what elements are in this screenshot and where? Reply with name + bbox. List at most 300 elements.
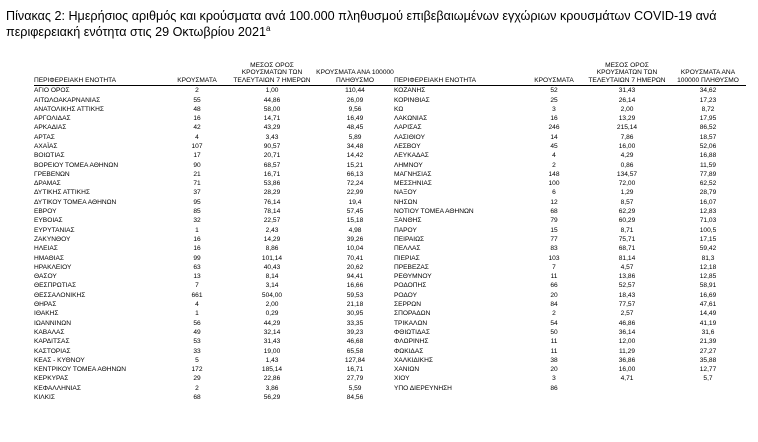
left-region-cell: ΔΥΤΙΚΟΥ ΤΟΜΕΑ ΑΘΗΝΩΝ <box>34 198 117 206</box>
table-row <box>34 235 746 244</box>
left-per100k-cell: 15,18 <box>346 217 364 225</box>
right-avg-cell: 2,00 <box>620 105 634 113</box>
header-per100k-left: ΚΡΟΥΣΜΑΤΑ ΑΝΑ 100000 ΠΛΗΘΥΣΜΟ <box>316 62 394 86</box>
right-per100k-cell: 12,77 <box>699 366 717 374</box>
left-avg-cell: 16,71 <box>263 170 281 178</box>
right-cases-cell: 86 <box>550 384 558 392</box>
right-cases-cell: 77 <box>550 235 558 243</box>
left-cases-cell: 7 <box>195 282 199 290</box>
left-region-cell: ΚΑΒΑΛΑΣ <box>34 328 65 336</box>
right-cases-cell: 16 <box>550 115 558 123</box>
right-avg-cell: 75,71 <box>618 235 636 243</box>
right-per100k-cell: 17,15 <box>699 235 717 243</box>
right-cases-cell: 6 <box>552 189 556 197</box>
left-region-cell: ΕΒΡΟΥ <box>34 208 57 216</box>
right-region-cell: ΣΕΡΡΩΝ <box>394 301 421 309</box>
left-avg-cell: 90,57 <box>263 143 281 150</box>
left-cases-cell: 4 <box>195 301 199 309</box>
right-cases-cell: 11 <box>550 273 558 281</box>
left-region-cell: ΗΜΑΘΙΑΣ <box>34 254 64 262</box>
right-region-cell: ΠΕΛΛΑΣ <box>394 245 421 253</box>
left-per100k-cell: 33,35 <box>346 319 364 327</box>
left-region-cell: ΘΑΣΟΥ <box>34 273 57 281</box>
left-region-cell: ΔΡΑΜΑΣ <box>34 180 61 188</box>
left-region-cell: ΗΡΑΚΛΕΙΟΥ <box>34 263 72 271</box>
right-per100k-cell: 16,07 <box>699 198 717 206</box>
right-avg-cell: 8,57 <box>620 198 634 206</box>
right-per100k-cell: 12,85 <box>699 273 717 281</box>
right-region-cell: ΤΡΙΚΑΛΩΝ <box>394 319 428 327</box>
left-avg-cell: 19,00 <box>263 347 281 355</box>
right-region-cell: ΝΗΣΩΝ <box>394 198 418 206</box>
left-cases-cell: 99 <box>193 254 201 262</box>
right-avg-cell: 215,14 <box>616 124 638 132</box>
table-row <box>34 170 746 179</box>
table-body <box>34 86 746 403</box>
right-cases-cell: 83 <box>550 245 558 253</box>
right-per100k-cell: 62,52 <box>699 180 717 188</box>
right-cases-cell: 52 <box>550 87 558 95</box>
left-avg-cell: 14,71 <box>263 115 281 123</box>
table-caption <box>6 8 750 40</box>
table-row <box>34 244 746 253</box>
right-region-cell: ΧΙΟΥ <box>394 375 410 383</box>
table-row <box>34 207 746 216</box>
left-region-cell: ΓΡΕΒΕΝΩΝ <box>34 170 70 178</box>
left-cases-cell: 85 <box>193 208 201 216</box>
left-per100k-cell: 20,62 <box>346 263 364 271</box>
right-region-cell: ΚΩ <box>394 105 404 113</box>
left-cases-cell: 53 <box>193 338 201 346</box>
table-row <box>34 272 746 281</box>
table-row <box>34 384 746 393</box>
left-avg-cell: 0,29 <box>265 310 279 318</box>
right-cases-cell: 54 <box>550 319 558 327</box>
right-region-cell: ΝΑΞΟΥ <box>394 189 417 197</box>
left-avg-cell: 76,14 <box>263 198 281 206</box>
right-region-cell: ΝΟΤΙΟΥ ΤΟΜΕΑ ΑΘΗΝΩΝ <box>394 208 474 216</box>
left-region-cell: ΚΙΛΚΙΣ <box>34 394 55 402</box>
right-cases-cell: 14 <box>550 133 558 141</box>
left-avg-cell: 2,43 <box>265 226 279 234</box>
left-per100k-cell: 4,98 <box>348 226 362 234</box>
left-per100k-cell: 22,99 <box>346 189 364 197</box>
table-row <box>34 263 746 272</box>
left-cases-cell: 21 <box>193 170 201 178</box>
left-per100k-cell: 15,21 <box>346 161 364 169</box>
right-avg-cell: 13,29 <box>618 115 636 123</box>
left-per100k-cell: 14,42 <box>346 152 364 160</box>
left-cases-cell: 16 <box>193 245 201 253</box>
left-region-cell: ΔΥΤΙΚΗΣ ΑΤΤΙΚΗΣ <box>34 189 90 197</box>
left-region-cell: ΚΑΣΤΟΡΙΑΣ <box>34 347 71 355</box>
right-per100k-cell: 12,18 <box>699 263 717 271</box>
table-row <box>34 309 746 318</box>
left-cases-cell: 56 <box>193 319 201 327</box>
right-avg-cell: 60,29 <box>618 217 636 225</box>
left-avg-cell: 504,00 <box>261 291 283 299</box>
left-avg-cell: 56,29 <box>263 394 281 402</box>
header-avg-left: ΜΕΣΟΣ ΟΡΟΣ ΚΡΟΥΣΜΑΤΩΝ ΤΩΝ ΤΕΛΕΥΤΑΙΩΝ 7 ΗΜΕΡΩΝ <box>228 62 316 86</box>
caption-footnote-mark: a <box>265 23 271 33</box>
left-per100k-cell: 46,68 <box>346 338 364 346</box>
right-per100k-cell: 21,39 <box>699 338 717 346</box>
left-per100k-cell: 30,95 <box>346 310 364 318</box>
right-region-cell: ΦΛΩΡΙΝΗΣ <box>394 338 429 346</box>
left-cases-cell: 48 <box>193 105 201 113</box>
right-avg-cell: 72,00 <box>618 180 636 188</box>
right-avg-cell: 4,57 <box>620 263 634 271</box>
right-avg-cell: 77,57 <box>618 301 636 309</box>
left-per100k-cell: 110,44 <box>345 87 365 95</box>
right-avg-cell: 8,71 <box>620 226 634 234</box>
left-region-cell: ΙΩΑΝΝΙΝΩΝ <box>34 319 71 327</box>
left-per100k-cell: 65,58 <box>346 347 364 355</box>
left-per100k-cell: 5,89 <box>348 133 362 141</box>
left-cases-cell: 49 <box>193 328 201 336</box>
right-per100k-cell: 8,72 <box>701 105 715 113</box>
right-avg-cell: 12,00 <box>618 338 636 346</box>
right-region-cell: ΠΙΕΡΙΑΣ <box>394 254 420 262</box>
left-per100k-cell: 84,56 <box>346 394 364 402</box>
right-region-cell: ΣΠΟΡΑΔΩΝ <box>394 310 431 318</box>
left-avg-cell: 8,86 <box>265 245 279 253</box>
right-per100k-cell: 71,03 <box>699 217 717 225</box>
table-row <box>34 281 746 290</box>
table-row <box>34 188 746 197</box>
table-row <box>34 347 746 356</box>
right-avg-cell: 16,00 <box>618 143 636 150</box>
covid-cases-table <box>34 62 746 402</box>
right-per100k-cell: 16,88 <box>699 152 717 160</box>
right-cases-cell: 3 <box>552 375 556 383</box>
left-region-cell: ΘΗΡΑΣ <box>34 301 57 309</box>
left-region-cell: ΑΧΑΪΑΣ <box>34 143 58 150</box>
table-row <box>34 161 746 170</box>
left-avg-cell: 1,00 <box>265 87 279 95</box>
right-region-cell: ΞΑΝΘΗΣ <box>394 217 422 225</box>
left-per100k-cell: 70,41 <box>346 254 364 262</box>
left-per100k-cell: 72,24 <box>346 180 364 188</box>
left-cases-cell: 90 <box>193 161 201 169</box>
table-row <box>34 123 746 132</box>
right-cases-cell: 84 <box>550 301 558 309</box>
left-per100k-cell: 16,49 <box>346 115 364 123</box>
left-per100k-cell: 9,56 <box>348 105 362 113</box>
table-row <box>34 86 746 96</box>
left-region-cell: ΕΥΡΥΤΑΝΙΑΣ <box>34 226 75 234</box>
left-avg-cell: 14,29 <box>263 235 281 243</box>
left-avg-cell: 78,14 <box>263 208 281 216</box>
left-per100k-cell: 19,4 <box>348 198 362 206</box>
right-cases-cell <box>524 393 584 402</box>
right-avg-cell: 31,43 <box>618 87 636 95</box>
left-cases-cell: 55 <box>193 96 201 104</box>
right-avg-cell: 68,71 <box>618 245 636 253</box>
left-cases-cell: 172 <box>191 366 203 374</box>
table-row <box>34 216 746 225</box>
left-region-cell: ΚΕΡΚΥΡΑΣ <box>34 375 69 383</box>
left-per100k-cell: 34,48 <box>346 143 364 150</box>
right-region-cell <box>394 393 524 402</box>
right-per100k-cell: 18,57 <box>699 133 717 141</box>
right-cases-cell: 12 <box>550 198 558 206</box>
left-region-cell: ΑΙΤΩΛΟΑΚΑΡΝΑΝΙΑΣ <box>34 96 101 104</box>
right-per100k-cell: 35,88 <box>699 356 717 364</box>
left-region-cell: ΑΡΚΑΔΙΑΣ <box>34 124 67 132</box>
right-region-cell: ΡΕΘΥΜΝΟΥ <box>394 273 432 281</box>
right-region-cell: ΧΑΝΙΩΝ <box>394 366 420 374</box>
right-cases-cell: 4 <box>552 152 556 160</box>
left-avg-cell: 3,14 <box>265 282 279 290</box>
right-cases-cell: 20 <box>550 366 558 374</box>
left-avg-cell: 2,00 <box>265 301 279 309</box>
header-per100k-right: ΚΡΟΥΣΜΑΤΑ ΑΝΑ 100000 ΠΛΗΘΥΣΜΟ <box>670 62 746 86</box>
right-per100k-cell: 34,62 <box>699 87 717 95</box>
right-region-cell: ΚΟΡΙΝΘΙΑΣ <box>394 96 430 104</box>
right-per100k-cell: 14,49 <box>699 310 717 318</box>
right-cases-cell: 2 <box>552 161 556 169</box>
left-per100k-cell: 16,71 <box>346 366 364 374</box>
right-avg-cell: 16,00 <box>618 366 636 374</box>
right-region-cell: ΧΑΛΚΙΔΙΚΗΣ <box>394 356 433 364</box>
table-row <box>34 337 746 346</box>
right-cases-cell: 3 <box>552 105 556 113</box>
left-avg-cell: 43,29 <box>263 124 281 132</box>
left-cases-cell: 63 <box>193 263 201 271</box>
left-region-cell: ΖΑΚΥΝΘΟΥ <box>34 235 71 243</box>
header-cases-left: ΚΡΟΥΣΜΑΤΑ <box>166 62 228 86</box>
left-avg-cell: 68,57 <box>263 161 281 169</box>
left-region-cell: ΘΕΣΣΑΛΟΝΙΚΗΣ <box>34 291 86 299</box>
table-row <box>34 142 746 151</box>
left-avg-cell: 3,86 <box>265 384 279 392</box>
left-cases-cell: 107 <box>191 143 203 150</box>
right-avg-cell <box>584 384 670 393</box>
right-avg-cell: 52,57 <box>618 282 636 290</box>
left-region-cell: ΑΡΓΟΛΙΔΑΣ <box>34 115 71 123</box>
right-per100k-cell: 11,59 <box>699 161 716 169</box>
left-per100k-cell: 39,26 <box>346 235 364 243</box>
left-avg-cell: 44,29 <box>263 319 281 327</box>
right-avg-cell: 7,86 <box>620 133 634 141</box>
table-row <box>34 226 746 235</box>
left-cases-cell: 2 <box>195 384 199 392</box>
right-per100k-cell: 100,5 <box>699 226 717 234</box>
table-row <box>34 365 746 374</box>
right-cases-cell: 246 <box>548 124 560 132</box>
right-region-cell: ΛΕΥΚΑΔΑΣ <box>394 152 429 160</box>
right-region-cell: ΛΕΣΒΟΥ <box>394 143 421 150</box>
left-per100k-cell: 48,45 <box>346 124 364 132</box>
right-per100k-cell: 31,6 <box>701 328 715 336</box>
right-cases-cell: 68 <box>550 208 558 216</box>
table-row <box>34 151 746 160</box>
table-row <box>34 198 746 207</box>
left-region-cell: ΑΓΙΟ ΟΡΟΣ <box>34 87 70 95</box>
left-avg-cell: 40,43 <box>263 263 281 271</box>
right-region-cell: ΜΕΣΣΗΝΙΑΣ <box>394 180 432 188</box>
left-region-cell: ΑΝΑΤΟΛΙΚΗΣ ΑΤΤΙΚΗΣ <box>34 105 104 113</box>
right-cases-cell: 103 <box>548 254 560 262</box>
right-region-cell: ΠΑΡΟΥ <box>394 226 417 234</box>
left-cases-cell: 2 <box>195 87 199 95</box>
right-cases-cell: 20 <box>550 291 558 299</box>
right-per100k-cell: 77,89 <box>699 170 717 178</box>
left-region-cell: ΚΑΡΔΙΤΣΑΣ <box>34 338 70 346</box>
table-row <box>34 300 746 309</box>
left-per100k-cell: 57,45 <box>346 208 364 216</box>
left-avg-cell: 32,14 <box>263 328 281 336</box>
left-per100k-cell: 66,13 <box>346 170 364 178</box>
right-avg-cell: 4,29 <box>620 152 634 160</box>
right-avg-cell: 46,86 <box>618 319 636 327</box>
left-per100k-cell: 59,53 <box>346 291 364 299</box>
right-per100k-cell: 81,3 <box>701 254 715 262</box>
left-avg-cell: 101,14 <box>261 254 283 262</box>
right-per100k-cell: 16,69 <box>699 291 717 299</box>
table-row <box>34 319 746 328</box>
table-row <box>34 374 746 383</box>
table-row <box>34 254 746 263</box>
right-cases-cell: 50 <box>550 328 558 336</box>
left-cases-cell: 16 <box>193 235 201 243</box>
table-row <box>34 133 746 142</box>
table-header-row <box>34 62 746 86</box>
right-per100k-cell: 28,79 <box>699 189 717 197</box>
right-region-cell: ΠΡΕΒΕΖΑΣ <box>394 263 429 271</box>
left-region-cell: ΕΥΒΟΙΑΣ <box>34 217 63 225</box>
left-cases-cell: 95 <box>193 198 201 206</box>
right-region-cell: ΜΑΓΝΗΣΙΑΣ <box>394 170 432 178</box>
right-cases-cell: 100 <box>548 180 560 188</box>
right-cases-cell: 38 <box>550 356 558 364</box>
caption-text: Πίνακας 2: Ημερήσιος αριθμός και κρούσματα ανά 100.000 πληθυσμού επιβεβαιωμένων εγχώριων κρουσμάτων COVID-19 ανά περιφερειακή ενότητα στις 29 Οκτωβρίου 2021 <box>6 9 717 39</box>
left-avg-cell: 53,86 <box>263 180 281 188</box>
left-region-cell: ΑΡΤΑΣ <box>34 133 55 141</box>
right-region-cell: ΛΑΡΙΣΑΣ <box>394 124 422 132</box>
right-per100k-cell: 58,91 <box>699 282 717 290</box>
right-region-cell: ΚΟΖΑΝΗΣ <box>394 87 426 95</box>
left-avg-cell: 58,00 <box>263 105 281 113</box>
left-avg-cell: 44,86 <box>263 96 281 104</box>
right-per100k-cell: 59,42 <box>699 245 717 253</box>
left-cases-cell: 5 <box>195 356 199 364</box>
right-per100k-cell: 5,7 <box>703 375 713 383</box>
right-cases-cell: 11 <box>550 347 558 355</box>
right-cases-cell: 79 <box>550 217 558 225</box>
left-per100k-cell: 21,18 <box>346 301 364 309</box>
right-cases-cell: 66 <box>550 282 558 290</box>
left-cases-cell: 17 <box>193 152 201 160</box>
left-region-cell: ΒΟΙΩΤΙΑΣ <box>34 152 65 160</box>
right-region-cell: ΛΑΚΩΝΙΑΣ <box>394 115 428 123</box>
table-row <box>34 96 746 105</box>
right-per100k-cell <box>670 393 746 402</box>
left-per100k-cell: 94,41 <box>346 273 364 281</box>
right-per100k-cell <box>670 384 746 393</box>
right-avg-cell: 26,14 <box>618 96 636 104</box>
left-cases-cell: 1 <box>195 226 199 234</box>
right-cases-cell: 2 <box>552 310 556 318</box>
left-region-cell: ΗΛΕΙΑΣ <box>34 245 58 253</box>
right-avg-cell <box>584 393 670 402</box>
right-avg-cell: 81,14 <box>618 254 636 262</box>
left-avg-cell: 8,14 <box>265 273 279 281</box>
table-row <box>34 328 746 337</box>
right-per100k-cell: 17,95 <box>699 115 717 123</box>
header-region-right: ΠΕΡΙΦΕΡΕΙΑΚΗ ΕΝΟΤΗΤΑ <box>394 62 524 86</box>
left-region-cell: ΚΕΦΑΛΛΗΝΙΑΣ <box>34 384 81 392</box>
left-per100k-cell: 10,04 <box>346 245 364 253</box>
left-avg-cell: 22,86 <box>263 375 281 383</box>
left-cases-cell: 71 <box>193 180 201 188</box>
right-region-cell: ΥΠΟ ΔΙΕΡΕΥΝΗΣΗ <box>394 384 452 392</box>
left-cases-cell: 1 <box>195 310 199 318</box>
left-per100k-cell: 16,66 <box>346 282 364 290</box>
right-cases-cell: 45 <box>550 143 558 150</box>
header-region-left: ΠΕΡΙΦΕΡΕΙΑΚΗ ΕΝΟΤΗΤΑ <box>34 62 166 86</box>
right-region-cell: ΡΟΔΟΥ <box>394 291 417 299</box>
left-per100k-cell: 127,84 <box>344 356 366 364</box>
left-avg-cell: 3,43 <box>265 133 279 141</box>
right-per100k-cell: 27,27 <box>699 347 717 355</box>
right-per100k-cell: 52,06 <box>699 143 717 150</box>
left-region-cell: ΚΕΝΤΡΙΚΟΥ ΤΟΜΕΑ ΑΘΗΝΩΝ <box>34 366 126 374</box>
right-region-cell: ΛΗΜΝΟΥ <box>394 161 423 169</box>
left-region-cell: ΒΟΡΕΙΟΥ ΤΟΜΕΑ ΑΘΗΝΩΝ <box>34 161 119 169</box>
right-avg-cell: 11,29 <box>618 347 635 355</box>
left-avg-cell: 1,43 <box>265 356 279 364</box>
left-region-cell: ΘΕΣΠΡΩΤΙΑΣ <box>34 282 77 290</box>
left-per100k-cell: 5,59 <box>348 384 362 392</box>
table-row <box>34 356 746 365</box>
right-avg-cell: 36,14 <box>618 328 636 336</box>
right-cases-cell: 148 <box>548 170 560 178</box>
right-per100k-cell: 12,83 <box>699 208 717 216</box>
table-row <box>34 291 746 300</box>
right-per100k-cell: 41,19 <box>699 319 717 327</box>
table-row <box>34 393 746 402</box>
left-cases-cell: 4 <box>195 133 199 141</box>
right-avg-cell: 18,43 <box>618 291 636 299</box>
table-row <box>34 105 746 114</box>
header-avg-right: ΜΕΣΟΣ ΟΡΟΣ ΚΡΟΥΣΜΑΤΩΝ ΤΩΝ ΤΕΛΕΥΤΑΙΩΝ 7 ΗΜΕΡΩΝ <box>584 62 670 86</box>
right-region-cell: ΦΩΚΙΔΑΣ <box>394 347 424 355</box>
right-avg-cell: 1,29 <box>620 189 634 197</box>
right-region-cell: ΛΑΣΙΘΙΟΥ <box>394 133 425 141</box>
left-per100k-cell: 27,79 <box>346 375 364 383</box>
right-per100k-cell: 47,61 <box>699 301 717 309</box>
left-cases-cell: 29 <box>193 375 201 383</box>
left-avg-cell: 28,29 <box>263 189 281 197</box>
right-avg-cell: 134,57 <box>616 170 638 178</box>
right-avg-cell: 2,57 <box>620 310 634 318</box>
right-avg-cell: 4,71 <box>620 375 634 383</box>
left-cases-cell: 33 <box>193 347 201 355</box>
left-avg-cell: 185,14 <box>261 366 283 374</box>
right-avg-cell: 62,29 <box>618 208 636 216</box>
left-avg-cell: 20,71 <box>263 152 281 160</box>
right-cases-cell: 7 <box>552 263 556 271</box>
right-per100k-cell: 86,52 <box>699 124 717 132</box>
left-cases-cell: 661 <box>191 291 203 299</box>
left-cases-cell: 16 <box>193 115 201 123</box>
right-per100k-cell: 17,23 <box>699 96 717 104</box>
left-avg-cell: 22,57 <box>263 217 281 225</box>
table-row <box>34 179 746 188</box>
right-avg-cell: 36,86 <box>618 356 636 364</box>
